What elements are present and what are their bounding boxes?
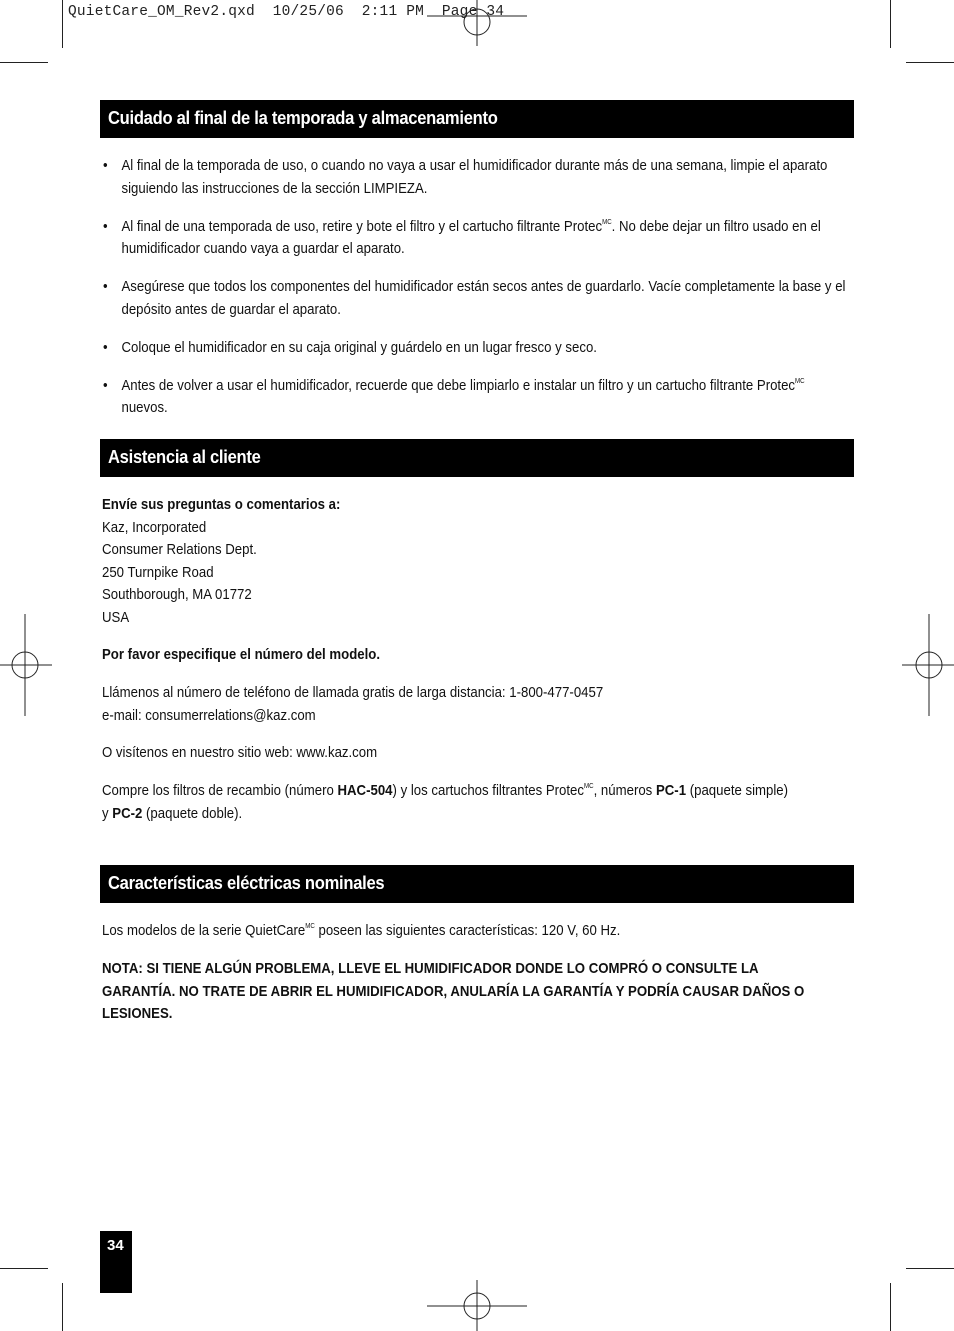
parts-text: y <box>102 804 113 822</box>
address-line: Kaz, Incorporated <box>102 518 207 536</box>
section-title-customer-service: Asistencia al cliente <box>108 447 261 467</box>
section-title-electrical: Características eléctricas nominales <box>108 873 385 893</box>
spec-text: poseen las siguientes características: 120 V, 60 Hz. <box>314 922 621 939</box>
replacement-parts <box>102 780 850 825</box>
list-item <box>103 276 853 321</box>
trademark-mc: MC <box>795 377 805 385</box>
page-number-tab <box>100 1231 132 1293</box>
crop-mark-bottom-left-h <box>0 1268 48 1269</box>
phone-line: Llámenos al número de teléfono de llamada gratis de larga distancia: 1-800-477-0457 <box>102 684 604 701</box>
page-number: 34 <box>107 1237 124 1254</box>
trademark-mc: MC <box>584 783 594 790</box>
bullet-icon: • <box>103 157 108 174</box>
part-number-pc1: PC-1 <box>655 782 687 799</box>
crop-mark-bottom-right-v <box>890 1283 891 1331</box>
crop-mark-top-right-h <box>906 62 954 63</box>
crop-mark-bottom-right-h <box>906 1268 954 1269</box>
part-number-hac504: HAC-504 <box>337 782 393 799</box>
parts-text: , números <box>593 782 656 799</box>
spec-text: Los modelos de la serie QuietCare <box>102 922 306 939</box>
section-header-storage <box>100 100 854 138</box>
bullet-text: Antes de volver a usar el humidificador, recuerde que debe limpiarlo e instalar un filtro y un cartucho filtrante Protec <box>121 376 796 394</box>
section-header-customer-service <box>100 439 854 477</box>
trademark-mc: MC <box>305 923 315 930</box>
section-header-electrical <box>100 865 854 903</box>
trademark-mc: MC <box>602 218 612 226</box>
print-slug: QuietCare_OM_Rev2.qxd 10/25/06 2:11 PM Page 34 <box>68 4 505 20</box>
crop-mark-top-left-h <box>0 62 48 63</box>
registration-mark-top <box>427 0 527 48</box>
send-label: Envíe sus preguntas o comentarios a: <box>102 496 341 513</box>
registration-mark-left <box>0 614 52 716</box>
contact-address <box>102 494 850 630</box>
address-line: Southborough, MA 01772 <box>102 586 252 604</box>
registration-mark-bottom <box>427 1280 527 1331</box>
address-line: USA <box>102 608 130 626</box>
bullet-text: Asegúrese que todos los componentes del humidificador están secos antes de guardarlo. Vacíe completamente la base y el depósito antes de guardar el aparato. <box>121 278 846 318</box>
part-number-pc2: PC-2 <box>112 804 143 822</box>
crop-mark-top-left-v <box>62 0 63 48</box>
list-item <box>103 216 853 261</box>
electrical-spec <box>102 920 850 943</box>
bullet-icon: • <box>103 376 108 394</box>
bullet-text: Coloque el humidificador en su caja original y guárdelo en un lugar fresco y seco. <box>121 338 597 356</box>
bullet-icon: • <box>103 217 108 235</box>
storage-bullet-list <box>103 155 853 435</box>
address-line: Consumer Relations Dept. <box>102 541 257 559</box>
registration-mark-right <box>902 614 954 716</box>
parts-text: (paquete doble). <box>142 804 243 822</box>
bullet-text-cont: nuevos. <box>121 399 168 417</box>
section-title-storage: Cuidado al final de la temporada y almacenamiento <box>108 108 498 128</box>
contact-phone-email <box>102 682 850 727</box>
list-item <box>103 155 853 200</box>
crop-mark-top-right-v <box>890 0 891 48</box>
bullet-text: Al final de una temporada de uso, retire y bote el filtro y el cartucho filtrante Protec <box>121 217 603 235</box>
model-note: Por favor especifique el número del modelo. <box>102 646 381 663</box>
website-line: O visítenos en nuestro sitio web: www.kaz.com <box>102 744 378 761</box>
bullet-text: Al final de la temporada de uso, o cuando no vaya a usar el humidificador durante más de una semana, limpie el aparato siguiendo las instrucciones de la sección LIMPIEZA. <box>121 157 828 197</box>
list-item <box>103 337 853 360</box>
parts-text: ) y los cartuchos filtrantes Protec <box>392 782 585 799</box>
bullet-icon: • <box>103 278 108 296</box>
address-line: 250 Turnpike Road <box>102 563 214 581</box>
warranty-note: NOTA: SI TIENE ALGÚN PROBLEMA, LLEVE EL HUMIDIFICADOR DONDE LO COMPRÓ O CONSULTE LA GARANTÍA. NO TRATE DE ABRIR EL HUMIDIFICADOR, ANULARÍA LA GARANTÍA Y PODRÍA CAUSAR DAÑOS O LESIONES. <box>102 960 805 1023</box>
email-line: e-mail: consumerrelations@kaz.com <box>102 706 316 724</box>
parts-text: (paquete simple) <box>686 782 789 799</box>
list-item <box>103 375 853 420</box>
crop-mark-bottom-left-v <box>62 1283 63 1331</box>
bullet-text-cont: . No debe dejar un filtro usado en el humidificador cuando vaya a guardar el aparato. <box>121 217 821 258</box>
parts-text: Compre los filtros de recambio (número <box>102 782 338 799</box>
bullet-icon: • <box>103 338 108 356</box>
